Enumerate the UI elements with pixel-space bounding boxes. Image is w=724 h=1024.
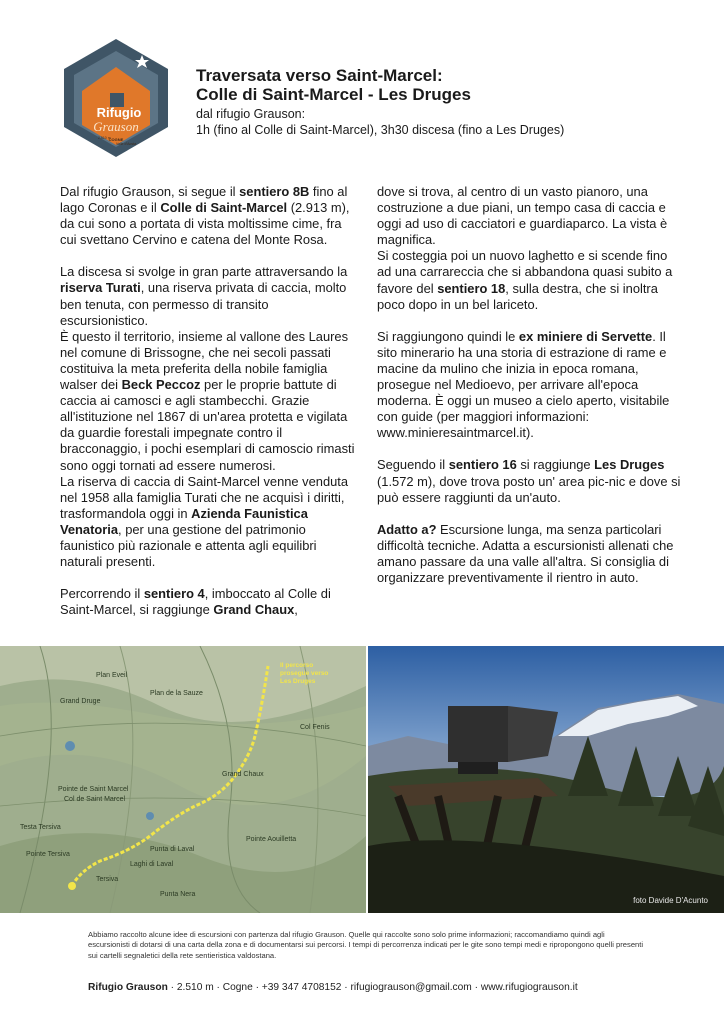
logo-line4: COGNE — [108, 137, 124, 142]
paragraph: Dal rifugio Grauson, si segue il sentiero 8B fino al lago Coronas e il Colle di Saint-Marcel (2.913 m), da cui sono a portata di vista moltissime cime, fra cui svettano Cervino e catena del Monte Rosa. — [60, 184, 350, 248]
paragraph: La riserva di caccia di Saint-Marcel venne venduta nel 1958 alla famiglia Turati che ne acquisì i diritti, trasformandola oggi in Azienda Faunistica Venatoria, per una gestione del patrimonio faunistico più razionale e attenta agli equilibri naturali presenti. — [60, 473, 349, 570]
map-label: Punta Nera — [160, 891, 196, 898]
map-label: Pointe de Saint Marcel — [58, 786, 129, 793]
map-label: Laghi di Laval — [130, 861, 174, 868]
map-label: Col Fenis — [300, 724, 330, 731]
subtitle-times: 1h (fino al Colle di Saint-Marcel), 3h30 discesa (fino a Les Druges) — [196, 123, 565, 137]
start-marker-icon — [68, 882, 76, 890]
mine-photo — [368, 646, 724, 913]
map-label: Punta di Laval — [150, 846, 195, 853]
footer-contacts: · 2.510 m · Cogne · +39 347 4708152 · rifugiograuson@gmail.com · www.rifugiograuson.it — [167, 982, 578, 993]
paragraph: Percorrendo il sentiero 4, imboccato al Colle di Saint-Marcel, si raggiunge Grand Chaux, — [60, 586, 331, 618]
page-title-line2: Colle di Saint-Marcel - Les Druges — [196, 85, 471, 104]
logo-line5: Valle d'Aosta — [115, 142, 137, 146]
map-label: Tersiva — [96, 876, 119, 883]
map-label: Plan Eveil — [96, 672, 128, 679]
map-label: Col de Saint Marcel — [64, 796, 126, 803]
logo-line3: 2.510 m — [98, 136, 111, 140]
image-strip — [0, 646, 724, 913]
map-label: Pointe Tersiva — [26, 851, 70, 858]
map-label: Plan de la Sauze — [150, 690, 203, 697]
logo-line2: Grauson — [93, 119, 139, 134]
photo-image — [368, 646, 724, 913]
map-label: Grand Druge — [60, 698, 101, 705]
map-label: Grand Chaux — [222, 771, 264, 778]
footer — [88, 982, 688, 993]
paragraph: Si raggiungono quindi le ex miniere di Servette. Il sito minerario ha una storia di estrazione di rame e macine da mulino che inizia in epoca romana, prosegue nel Medioevo, per arrivare all'epoca moderna. È oggi un museo a cielo aperto, visitabile con guide (per maggiori informazioni: www.minieresaintmarcel.it). — [377, 328, 670, 441]
paragraph: Si costeggia poi un nuovo laghetto e si scende fino ad una carrareccia che si abbandona quasi subito a favore del sentiero 18, sulla destra, che si inoltra poco dopo in un bel lariceto. — [377, 248, 673, 312]
photo-credit: foto Davide D'Acunto — [633, 896, 708, 905]
logo-line1: Rifugio — [96, 105, 142, 120]
map-label: Pointe Aouilletta — [246, 836, 297, 843]
paragraph: Seguendo il sentiero 16 si raggiunge Les Druges (1.572 m), dove trova posto un' area pic-nic e dove si può essere raggiunti da un'auto. — [377, 457, 681, 505]
paragraph: È questo il territorio, insieme al vallone des Laures nel comune di Brissogne, che nei secoli passati costituiva la meta preferita della nobile famiglia walser dei Beck Peccoz per le proprie battute di caccia ai camosci e agli stambecchi. Grazie all'istituzione nel 1867 di un'area protetta e vigilata da guardie forestali impegnate contro il bracconaggio, i pochi esemplari di camoscio rimasti sono oggi tornati ad essere numerosi. — [60, 328, 355, 473]
page-header — [196, 66, 696, 138]
map-trail-note: Il percorso prosegue verso Les Druges — [280, 662, 329, 685]
paragraph: dove si trova, al centro di un vasto pianoro, una costruzione a due piani, un tempo casa di caccia e oggi ad uso di cacciatori e guardiaparco. La vista è magnifica. — [377, 184, 668, 248]
paragraph: Adatto a? Escursione lunga, ma senza particolari difficoltà tecniche. Adatta a escursionisti allenati che amano passare da una valle all'altra. Si consiglia di organizzare preventivamente il rientro in auto. — [377, 521, 674, 585]
paragraph: La discesa si svolge in gran parte attraversando la riserva Turati, una riserva privata di caccia, molto ben tenuta, con permesso di transito escursionistico. — [60, 264, 348, 328]
page-title-line1: Traversata verso Saint-Marcel: — [196, 66, 443, 85]
footer-name: Rifugio Grauson — [88, 982, 168, 993]
map-image — [0, 646, 366, 913]
rifugio-grauson-logo — [62, 37, 170, 159]
subtitle-origin: dal rifugio Grauson: — [196, 107, 306, 121]
text-column-left — [60, 184, 356, 618]
map-label: Testa Tersiva — [20, 824, 61, 831]
text-column-right — [377, 184, 682, 586]
trail-map — [0, 646, 366, 913]
disclaimer-text: Abbiamo raccolto alcune idee di escursioni con partenza dal rifugio Grauson. Quelle qui raccolte sono solo prime informazioni; raccomandiamo quindi agli escursionisti di dotarsi di una carta della zona e di documentarsi sui percorsi. I tempi di percorrenza indicati per le gite sono tempi medi e ripropongono quelli presenti sui cartelli segnaletici della rete sentieristica valdostana. — [88, 930, 644, 960]
